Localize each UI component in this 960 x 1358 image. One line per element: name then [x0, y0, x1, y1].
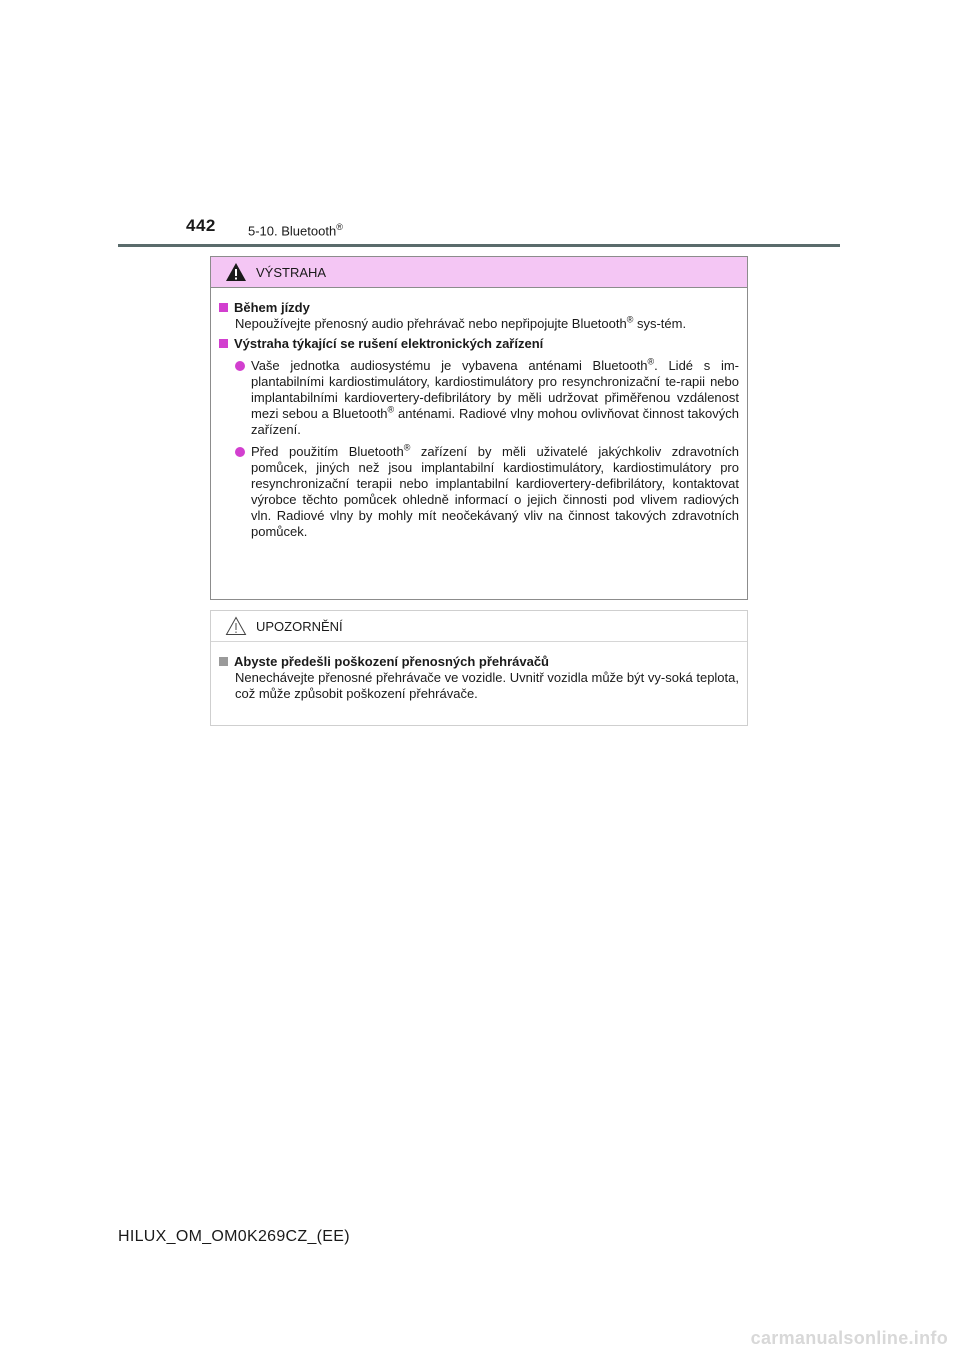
text-part: anténami. Radiové vlny mohou ovlivňovat činnost takových zařízení. [251, 406, 739, 437]
registered-mark: ® [647, 356, 655, 367]
caution-item-title [219, 654, 739, 670]
registered-mark: ® [387, 404, 395, 415]
caution-box [210, 610, 748, 726]
warning-label: VÝSTRAHA [256, 264, 327, 280]
section-title [248, 222, 343, 238]
warning-body [211, 288, 747, 540]
warning-item-title [219, 300, 739, 316]
square-bullet-icon [219, 339, 228, 348]
text-part: zařízení by měli uživatelé jakýchkoliv zdravotních pomůcek, jiných než jsou implantabilní kardiostimulátory, kardiostimulátory pro resynchronizační terapii nebo implantabilní kardiovertery-defibrilátory, kontaktovat výrobce těchto pomůcek ohledně informací o jejich činnosti pod vlivem radiových vln. Radiové vlny by mohly mít neočekávaný vliv na činnost takových zdravotních pomůcek. [251, 444, 739, 539]
bullet-item [219, 444, 739, 540]
registered-mark: ® [626, 314, 634, 325]
warning-item-text [235, 316, 739, 332]
caution-item-text: Nenechávejte přenosné přehrávače ve vozidle. Uvnitř vozidla může být vy-soká teplota, což může způsobit poškození přehrávače. [235, 670, 739, 701]
warning-item-title-text: Během jízdy [234, 300, 310, 315]
square-bullet-icon [219, 303, 228, 312]
warning-item-driving [219, 300, 739, 332]
bullet-text [251, 358, 739, 438]
text-part: . Lidé s im-plantabilními kardiostimulátory, kardiostimulátory pro resynchronizační te-rapii nebo implantabilními kardiovertery-defibrilátory by měli udržovat přiměřenou vzdálenost mezi sebou a Bluetooth [251, 358, 739, 421]
caution-item-title-text: Abyste předešli poškození přenosných přehrávačů [234, 654, 549, 669]
caution-header [211, 611, 747, 642]
text-part: Vaše jednotka audiosystému je vybavena anténami Bluetooth [251, 358, 648, 373]
page-header [0, 0, 960, 250]
bullet-text [251, 444, 739, 540]
warning-header [211, 257, 747, 288]
caution-item-players [219, 654, 739, 702]
square-bullet-icon [219, 657, 228, 666]
warning-item-interference [219, 336, 739, 540]
bullet-item [219, 358, 739, 438]
warning-item-title-text: Výstraha týkající se rušení elektronických zařízení [234, 336, 544, 351]
round-bullet-icon [235, 361, 245, 371]
caution-body [211, 642, 747, 702]
footer-code: HILUX_OM_OM0K269CZ_(EE) [118, 1228, 350, 1245]
caution-label: UPOZORNĚNÍ [256, 618, 343, 634]
caution-triangle-icon [225, 616, 247, 636]
text-part: Před použitím Bluetooth [251, 444, 404, 459]
registered-mark: ® [336, 222, 343, 232]
text-part: Nepoužívejte přenosný audio přehrávač nebo nepřipojujte Bluetooth [235, 316, 627, 331]
page-number: 442 [186, 216, 216, 235]
watermark: carmanualsonline.info [750, 1328, 948, 1348]
header-rule [118, 244, 840, 247]
section-title-text: 5-10. Bluetooth [248, 223, 337, 239]
warning-item-title [219, 336, 739, 352]
round-bullet-icon [235, 447, 245, 457]
text-part: sys-tém. [633, 316, 687, 331]
warning-triangle-icon [225, 262, 247, 282]
registered-mark: ® [403, 442, 411, 453]
warning-box [210, 256, 748, 600]
